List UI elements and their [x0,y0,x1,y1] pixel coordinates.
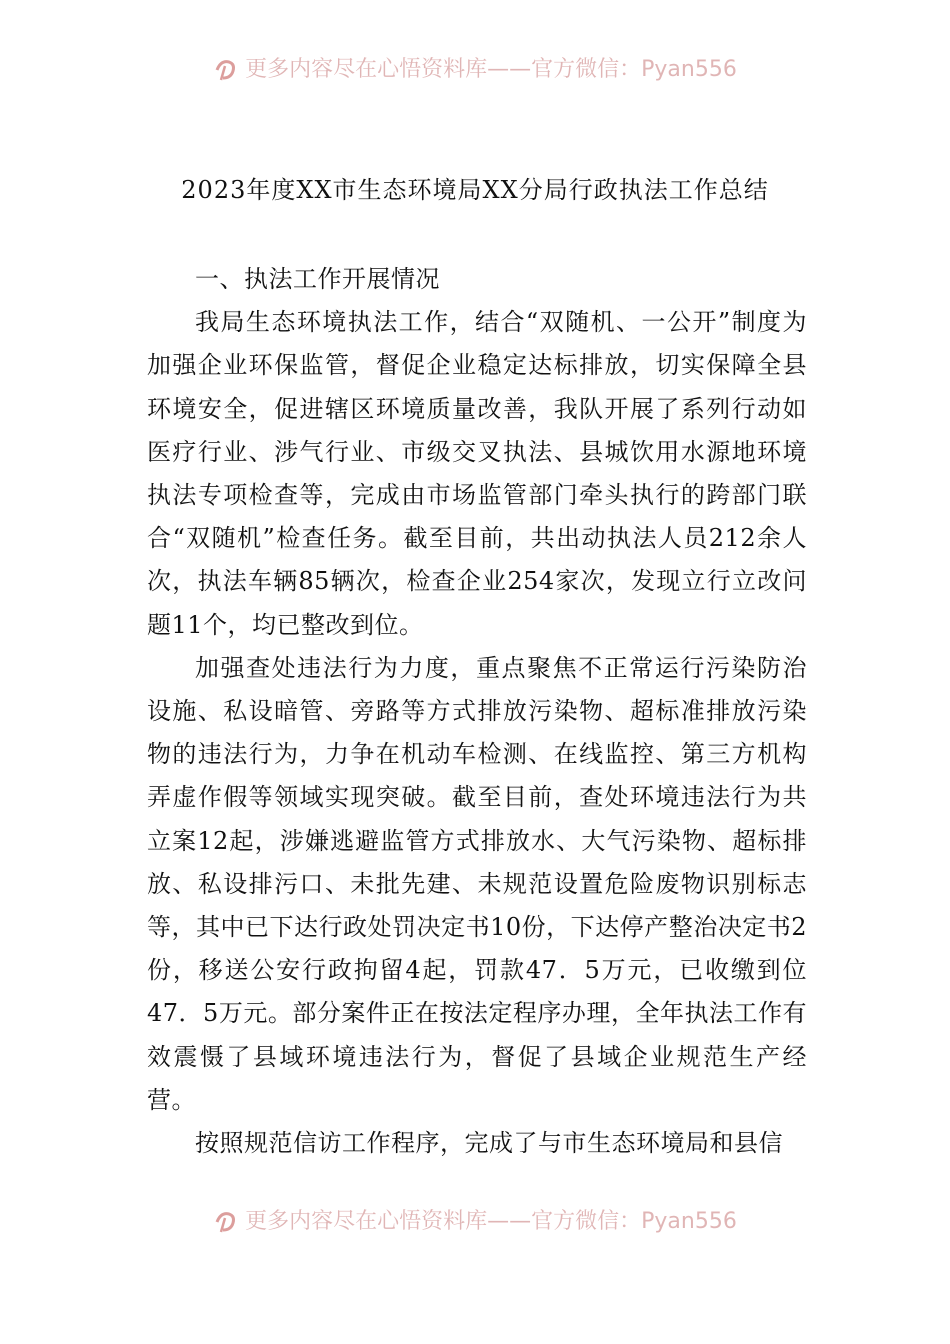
watermark-text: 更多内容尽在心悟资料库——官方微信：Pyan556 [245,57,737,82]
paragraph-violations-crackdown: 加强查处违法行为力度，重点聚焦不正常运行污染防治设施、私设暗管、旁路等方式排放污染物、超标准排放污染物的违法行为，力争在机动车检测、在线监控、第三方机构弄虚作假等领域实现突破。截至目前，查处环境违法行为共立案12起，涉嫌逃避监管方式排放水、大气污染物、超标排放、私设排污口、未批先建、未规范设置危险废物识别标志等，其中已下达行政处罚决定书10份，下达停产整治决定书2份，移送公安行政拘留4起，罚款47．5万元，已收缴到位47．5万元。部分案件正在按法定程序办理，全年执法工作有效震慑了县域环境违法行为，督促了县域企业规范生产经营。 [147,653,807,1114]
watermark-header [0,50,950,90]
watermark-logo-icon [213,1208,239,1234]
document-title: 2023年度XX市生态环境局XX分局行政执法工作总结 [181,176,769,204]
section-heading: 一、执法工作开展情况 [195,265,440,293]
watermark-footer [0,1202,950,1242]
paragraph-petition-work: 按照规范信访工作程序，完成了与市生态环境局和县信 [195,1129,783,1158]
paragraph-enforcement-overview: 我局生态环境执法工作，结合“双随机、一公开”制度为加强企业环保监管，督促企业稳定达标排放，切实保障全县环境安全，促进辖区环境质量改善，我队开展了系列行动如医疗行业、涉气行业、市级交叉执法、县城饮用水源地环境执法专项检查等，完成由市场监管部门牵头执行的跨部门联合“双随机”检查任务。截至目前，共出动执法人员212余人次，执法车辆85辆次，检查企业254家次，发现立行立改问题11个，均已整改到位。 [147,308,807,639]
document-body [147,258,807,1165]
watermark-text: 更多内容尽在心悟资料库——官方微信：Pyan556 [245,1209,737,1234]
watermark-logo-icon [213,56,239,82]
